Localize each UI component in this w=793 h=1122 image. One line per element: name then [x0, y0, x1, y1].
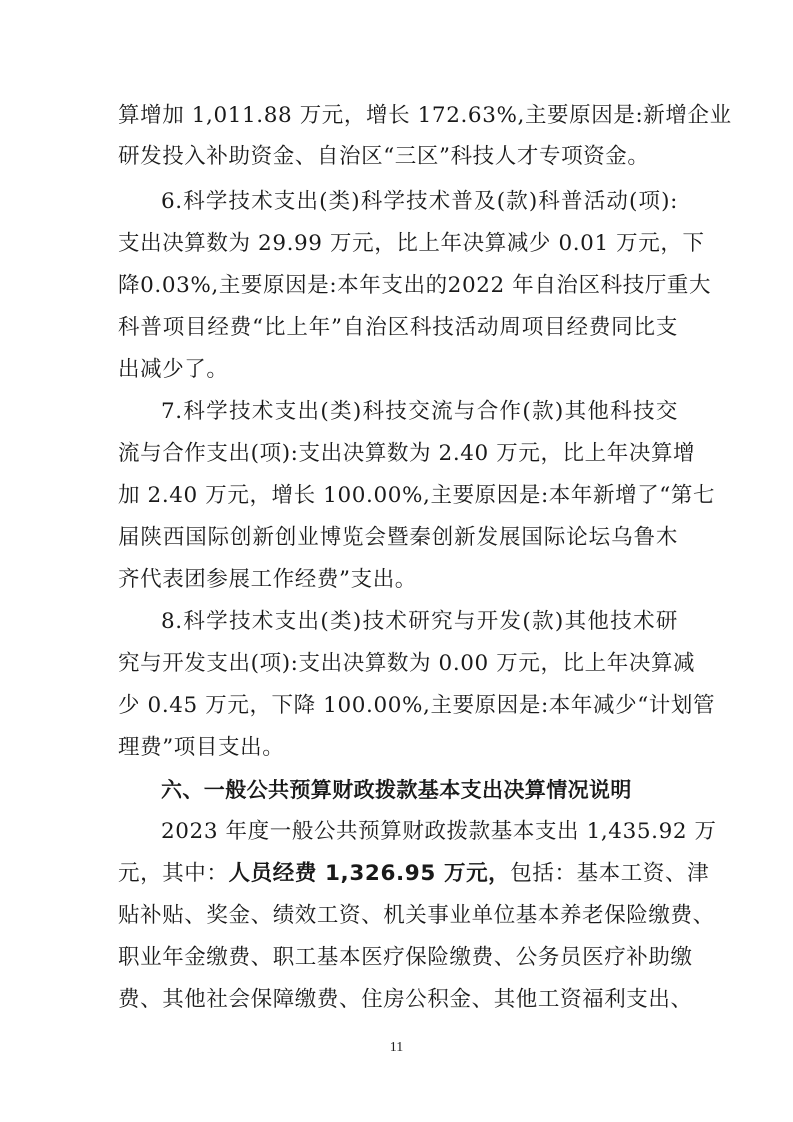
text-line: 科普项目经费“比上年”自治区科技活动周项目经费同比支: [118, 315, 678, 340]
text-line: 7.科学技术支出(类)科技交流与合作(款)其他科技交: [161, 399, 678, 424]
text-span: 包括：基本工资、津: [510, 861, 710, 886]
text-line: 理费”项目支出。: [118, 735, 285, 760]
text-line: [118, 854, 710, 894]
text-line: 少 0.45 万元，下降 100.00%,主要原因是:本年减少“计划管: [118, 693, 716, 718]
section-heading: 六、一般公共预算财政拨款基本支出决算情况说明: [161, 778, 632, 802]
text-line: 贴补贴、奖金、绩效工资、机关事业单位基本养老保险缴费、: [118, 903, 715, 928]
text-line: 降0.03%,主要原因是:本年支出的2022 年自治区科技厅重大: [118, 273, 712, 298]
text-line: 研发投入补助资金、自治区“三区”科技人才专项资金。: [118, 144, 650, 169]
text-span: 元，其中：: [118, 861, 229, 886]
personnel-expense-emphasis: 人员经费 1,326.95 万元，: [228, 861, 511, 886]
text-line: 算增加 1,011.88 万元，增长 172.63%,主要原因是:新增企业: [118, 103, 732, 128]
text-line: 费、其他社会保障缴费、住房公积金、其他工资福利支出、: [118, 987, 693, 1012]
text-line: 2023 年度一般公共预算财政拨款基本支出 1,435.92 万: [161, 819, 717, 844]
text-line: 流与合作支出(项):支出决算数为 2.40 万元，比上年决算增: [118, 441, 696, 466]
text-line: 加 2.40 万元，增长 100.00%,主要原因是:本年新增了“第七: [118, 483, 716, 508]
text-line: 出减少了。: [118, 357, 229, 382]
text-line: 8.科学技术支出(类)技术研究与开发(款)其他技术研: [161, 609, 678, 634]
text-line: 究与开发支出(项):支出决算数为 0.00 万元，比上年决算减: [118, 651, 696, 676]
text-line: 届陕西国际创新创业博览会暨秦创新发展国际论坛乌鲁木: [118, 525, 678, 550]
text-line: 齐代表团参展工作经费”支出。: [118, 567, 417, 592]
page-number: 11: [389, 1040, 404, 1055]
text-line: 支出决算数为 29.99 万元，比上年决算减少 0.01 万元，下: [118, 231, 705, 256]
text-line: 6.科学技术支出(类)科学技术普及(款)科普活动(项):: [161, 189, 678, 214]
text-line: 职业年金缴费、职工基本医疗保险缴费、公务员医疗补助缴: [118, 945, 693, 970]
